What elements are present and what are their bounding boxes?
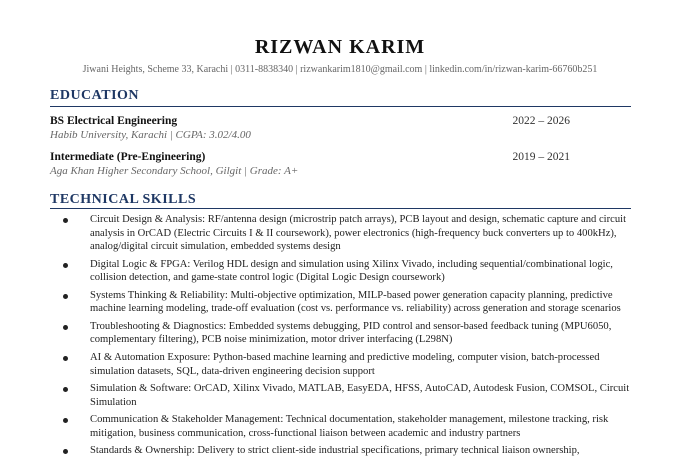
contact-line: Jiwani Heights, Scheme 33, Karachi | 0311-8838340 | rizwankarim1810@gmail.com | linkedin.com/in/rizwan-karim-66760b251	[82, 64, 598, 75]
skills-divider	[50, 208, 631, 209]
skill-item	[50, 444, 640, 458]
skill-item	[50, 413, 640, 440]
skill-item	[50, 351, 640, 378]
skill-item	[50, 382, 640, 409]
bullet-icon	[63, 449, 68, 454]
skills-list	[50, 213, 640, 459]
bullet-icon	[63, 263, 68, 268]
skill-text: Troubleshooting & Diagnostics: Embedded systems debugging, PID control and sensor-based feedback tuning (MPU6050, complementary filtering), PCB noise minimization, motor driver interfacing (L298N)	[90, 320, 612, 346]
skill-text: Digital Logic & FPGA: Verilog HDL design and simulation using Xilinx Vivado, including sequential/combinational logic, collision detection, and game-state control logic (Digital Logic Design coursework)	[90, 258, 613, 284]
education-degree-1: BS Electrical Engineering	[50, 115, 178, 127]
skill-item	[50, 258, 640, 285]
education-school-2: Aga Khan Higher Secondary School, Gilgit | Grade: A+	[50, 165, 299, 177]
skill-text: Standards & Ownership: Delivery to strict client-side industrial specifications, primary technical liaison ownership,	[90, 445, 580, 457]
bullet-icon	[63, 218, 68, 223]
skill-text: Simulation & Software: OrCAD, Xilinx Vivado, MATLAB, EasyEDA, HFSS, AutoCAD, Autodesk Fusion, COMSOL, Circuit Simulation	[90, 382, 630, 408]
skill-item	[50, 213, 640, 254]
skill-text: Systems Thinking & Reliability: Multi-objective optimization, MILP-based power generation capacity planning, predictive machine learning modeling, trade-off evaluation (cost vs. performance vs. reliability) across generation and storage scenarios	[90, 289, 621, 315]
education-school-1: Habib University, Karachi | CGPA: 3.02/4.00	[50, 129, 251, 141]
bullet-icon	[63, 387, 68, 392]
bullet-icon	[63, 294, 68, 299]
education-divider	[50, 106, 631, 107]
bullet-icon	[63, 356, 68, 361]
skill-text: Communication & Stakeholder Management: Technical documentation, stakeholder management, milestone tracking, risk mitigation, business communication, cross-functional liaison between academic and industry partners	[90, 414, 609, 439]
skill-item	[50, 320, 640, 347]
bullet-icon	[63, 325, 68, 330]
skill-text: AI & Automation Exposure: Python-based machine learning and predictive modeling, computer vision, batch-processed simulation datasets, SQL, data-driven engineering decision support	[90, 351, 600, 377]
resume-name: RIZWAN KARIM	[254, 36, 426, 58]
education-heading: EDUCATION	[50, 88, 140, 103]
education-degree-2: Intermediate (Pre-Engineering)	[50, 151, 206, 163]
education-dates-1: 2022 – 2026	[512, 115, 570, 127]
education-dates-2: 2019 – 2021	[512, 151, 570, 163]
skill-text: Circuit Design & Analysis: RF/antenna design (microstrip patch arrays), PCB layout and design, schematic capture and circuit analysis in OrCAD (Electric Circuits I & II coursework), power electronics (high-frequency buck converters up to 400kHz), analog/digital circuit simulation, embedded systems design	[90, 214, 627, 253]
bullet-icon	[63, 418, 68, 423]
skills-heading: TECHNICAL SKILLS	[50, 192, 197, 207]
skill-item	[50, 289, 640, 316]
